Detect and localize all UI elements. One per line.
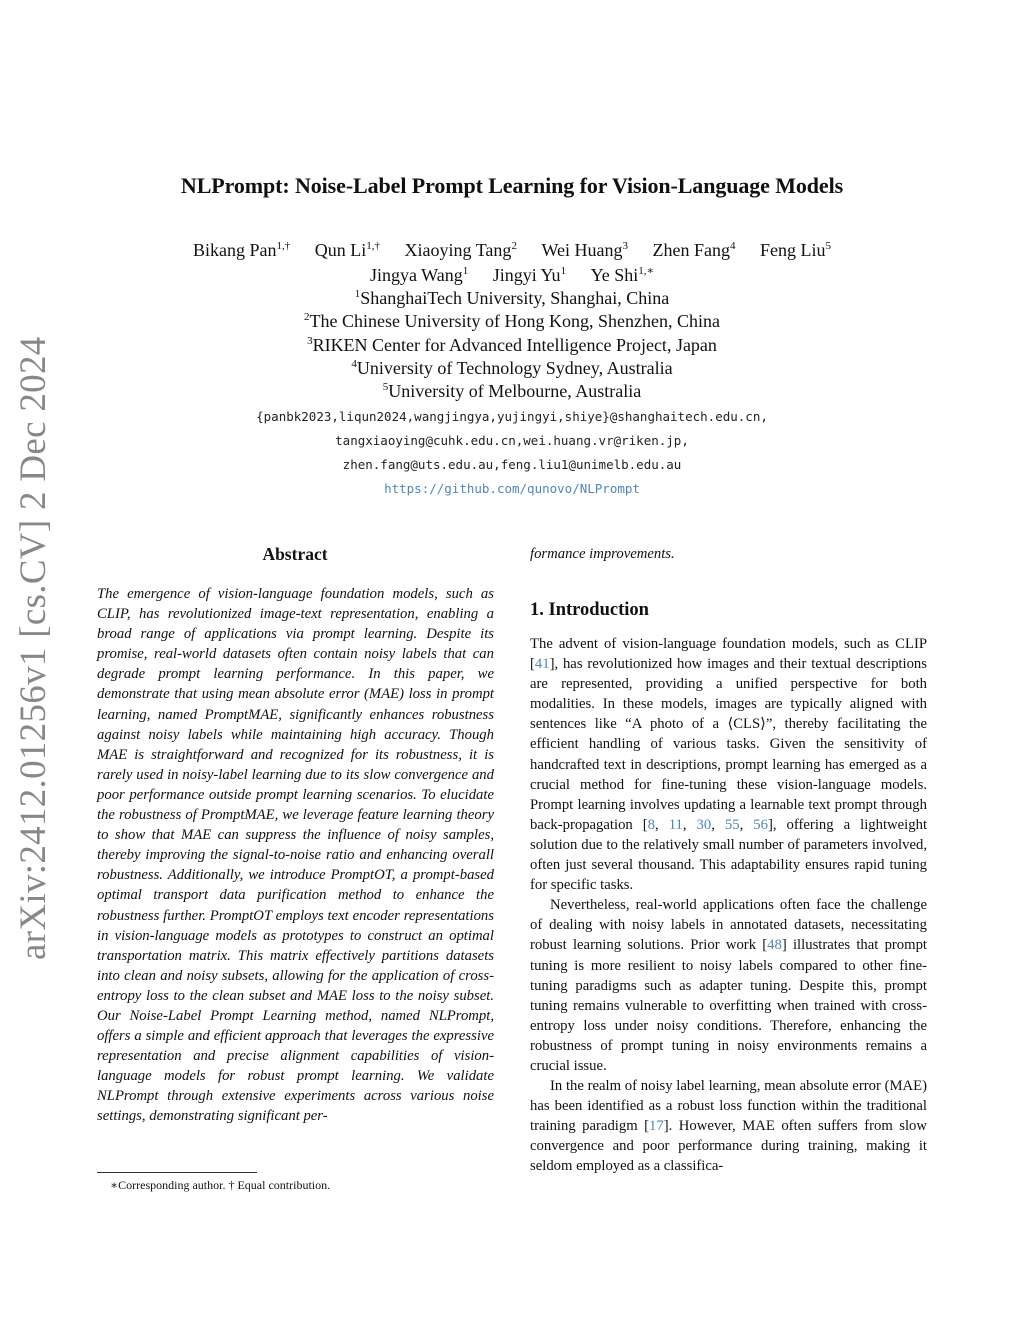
footnote: ∗Corresponding author. † Equal contribution. <box>110 1178 331 1192</box>
citation-link[interactable]: 55 <box>724 816 740 833</box>
arxiv-identifier-stamp: arXiv:2412.01256v1 [cs.CV] 2 Dec 2024 <box>13 336 54 960</box>
affiliation: $^4$University of Technology Sydney, Australia <box>351 358 673 378</box>
citation-link[interactable]: 30 <box>696 816 712 833</box>
author: Xiaoying Tang$^2$ <box>404 240 517 260</box>
citation-link[interactable]: 8 <box>647 816 656 833</box>
affiliation: $^1$ShanghaiTech University, Shanghai, China <box>354 288 670 308</box>
author: Qun $Li^{1,\dagger}$ <box>314 240 381 260</box>
section-heading-introduction: 1. Introduction <box>530 600 649 620</box>
author: Feng Liu$^5$ <box>759 240 831 260</box>
author: Ye Shi$^{1,∗}$ <box>590 265 654 285</box>
author: Jingya Wang$^1$ <box>370 265 469 285</box>
citation-link[interactable]: 17 <box>649 1118 664 1135</box>
abstract-continuation: formance improvements. <box>530 546 675 562</box>
author: Zhen Fang$^4$ <box>652 240 736 260</box>
citation-link[interactable]: 56 <box>753 816 768 833</box>
abstract-body: The emergence of vision-language foundation models, such as CLIP, has revolutionized image-text representation, enabling a broad range of applications via prompt learning. Despite its promise, real-world datasets often contain noisy labels that can degrade prompt learning performance. In this paper, we demonstrate that using mean absolute error (MAE) loss in prompt learning, named PromptMAE, significantly enhances robustness against noisy labels while maintaining high accuracy. Though MAE is straightforward and recognized for its robustness, it is rarely used in noisy-label learning due to its slow convergence and poor performance outside prompt learning scenarios. To elucidate the robustness of PromptMAE, we leverage feature learning theory to show that MAE can suppress the influence of noisy samples, thereby improving the signal-to-noise ratio and enhancing overall robustness. Additionally, we introduce PromptOT, a prompt-based optimal transport data purification method to enhance the robustness further. PromptOT employs text encoder representations in vision-language models as prototypes to construct an optimal transportation matrix. This matrix effectively partitions datasets into clean and noisy subsets, allowing for the application of cross-entropy loss to the clean subset and MAE loss to the noisy subset. Our Noise-Label Prompt Learning method, named NLPrompt, offers a simple and efficient approach that leverages the expressive representation and precise alignment capabilities of vision-language models for robust prompt learning. We validate NLPrompt through extensive experiments across various noise settings, demonstrating significant per- <box>97 586 494 1125</box>
author: Wei Huang$^3$ <box>541 240 628 260</box>
citation-link[interactable]: 11 <box>668 816 683 833</box>
citation-link[interactable]: 48 <box>767 937 782 954</box>
paragraph: The advent of vision-language foundation models, such as CLIP [41], has revolutionized how images and their textual descriptions are represented, providing a unified perspective for both modalities. In these models, images are typically aligned with sentences like “A photo of a ⟨CLS⟩”, thereby facilitating the efficient handling of various tasks. Given the sensitivity of handcrafted text in descriptions, prompt learning has emerged as a crucial method for fine-tuning these vision-language models. Prompt learning involves updating a learnable text prompt through back-propagation [8, 11, 30, 55, 56], offering a lightweight solution due to the relatively small number of parameters involved, often just several thousand. This adaptability ensures rapid tuning for specific tasks. <box>530 636 928 894</box>
author: Jingyi Yu$^1$ <box>492 265 567 285</box>
introduction-body <box>530 634 927 1177</box>
authors-line-2 <box>0 265 1024 286</box>
author: Bikang Pan$^{1,\dagger}$ <box>193 240 291 260</box>
affiliation: $^2$The Chinese University of Hong Kong, Shenzhen, China <box>304 311 720 331</box>
paragraph: Nevertheless, real-world applications often face the challenge of dealing with noisy labels in annotated datasets, necessitating robust learning solutions. Prior work [48] illustrates that prompt tuning is more resilient to noisy labels compared to other fine-tuning paradigms such as adapter tuning. Despite this, prompt tuning remains vulnerable to overfitting when trained with cross-entropy loss under noisy conditions. Therefore, enhancing the robustness of prompt tuning in noisy environments remains a crucial issue. <box>530 897 928 1074</box>
affiliation: $^5$University of Melbourne, Australia <box>382 381 642 401</box>
email-line: {panbk2023,liqun2024,wangjingya,yujingyi,shiye}@shanghaitech.edu.cn, <box>256 409 768 424</box>
paragraph: In the realm of noisy label learning, mean absolute error (MAE) has been identified as a robust loss function within the traditional training paradigm [17]. However, MAE often suffers from slow convergence and poor performance during training, making it seldom employed as a classifica- <box>530 1078 928 1175</box>
github-link[interactable]: https://github.com/qunovo/NLPrompt <box>384 481 640 496</box>
email-line: tangxiaoying@cuhk.edu.cn,wei.huang.vr@riken.jp, <box>335 433 689 448</box>
abstract-heading: Abstract <box>262 544 328 564</box>
github-link-line <box>0 481 1024 496</box>
paper-title: NLPrompt: Noise-Label Prompt Learning for Vision-Language Models <box>180 173 844 198</box>
footnote-rule <box>97 1172 257 1173</box>
authors-line-1 <box>0 240 1024 261</box>
email-line: zhen.fang@uts.edu.au,feng.liu1@unimelb.edu.au <box>342 457 682 472</box>
citation-link[interactable]: 41 <box>534 656 550 673</box>
affiliation: $^3$RIKEN Center for Advanced Intelligence Project, Japan <box>307 335 717 355</box>
